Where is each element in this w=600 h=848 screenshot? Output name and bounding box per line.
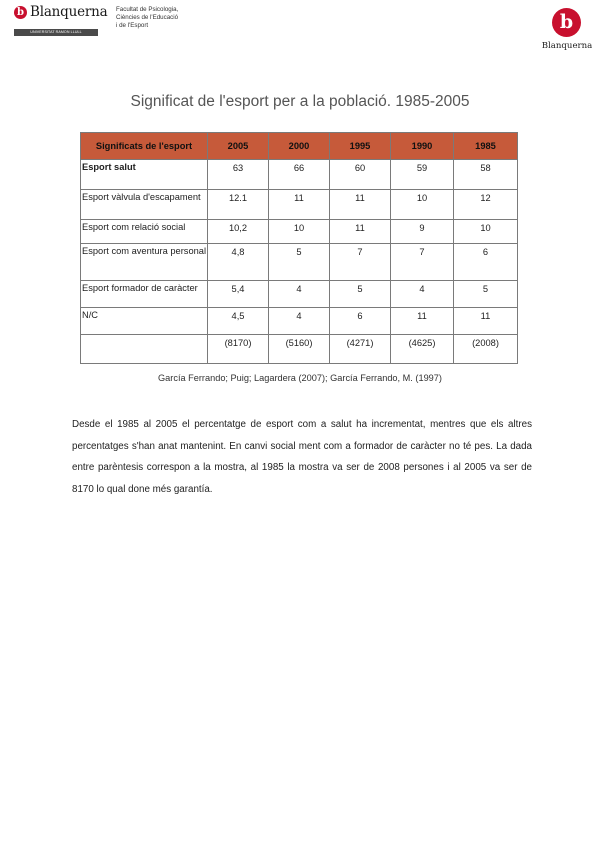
table-cell: 5 <box>330 281 391 308</box>
table-cell: 5 <box>269 244 330 281</box>
table-cell: 60 <box>330 160 391 190</box>
logo-text: Blanquerna <box>30 4 108 20</box>
table-cell: 4,5 <box>208 308 269 335</box>
table-cell: 10 <box>454 220 518 244</box>
table-header-row <box>81 133 518 160</box>
table-cell: 11 <box>454 308 518 335</box>
table-cell: 12.1 <box>208 190 269 220</box>
table-cell: 11 <box>269 190 330 220</box>
table-cell: 10 <box>269 220 330 244</box>
table-cell: 6 <box>330 308 391 335</box>
table-cell: (2008) <box>454 335 518 364</box>
table-cell: 66 <box>269 160 330 190</box>
table-cell: 9 <box>391 220 454 244</box>
row-label: Esport formador de caràcter <box>81 281 208 308</box>
blanquerna-b-icon: b <box>14 6 27 19</box>
table-cell: 4 <box>269 308 330 335</box>
table-row <box>81 244 518 281</box>
column-header: 2005 <box>208 133 269 160</box>
table-cell: 10 <box>391 190 454 220</box>
row-label <box>81 335 208 364</box>
blanquerna-seal <box>538 8 598 56</box>
table-cell: 11 <box>391 308 454 335</box>
row-label: N/C <box>81 308 208 335</box>
column-header: 1995 <box>330 133 391 160</box>
body-paragraph: Desde el 1985 al 2005 el percentatge de esport com a salut ha incrementat, mentres que els altres percentatges s'han anat mantenint. En canvi social ment com a formador de caràcter no té pes. La dada entre parèntesis correspon a la mostra, al 1985 la mostra va ser de 2008 persones i al 2005 va ser de 8170 lo qual done més garantía. <box>72 419 532 495</box>
faculty-line: i de l'Esport <box>116 22 149 29</box>
table-cell: 7 <box>330 244 391 281</box>
table-row <box>81 220 518 244</box>
table-row <box>81 190 518 220</box>
column-header: 2000 <box>269 133 330 160</box>
row-label: Esport com relació social <box>81 220 208 244</box>
source-citation: García Ferrando; Puig; Lagardera (2007); García Ferrando, M. (1997) <box>158 373 442 383</box>
table-row <box>81 308 518 335</box>
table-cell: 63 <box>208 160 269 190</box>
table-cell: (4271) <box>330 335 391 364</box>
table-cell: 11 <box>330 190 391 220</box>
seal-text: Blanquerna <box>541 41 593 51</box>
row-label: Esport com aventura personal <box>81 244 208 281</box>
table-cell: 59 <box>391 160 454 190</box>
table-cell: 12 <box>454 190 518 220</box>
table-cell: 10,2 <box>208 220 269 244</box>
table-cell: 5,4 <box>208 281 269 308</box>
blanquerna-logo <box>14 4 108 36</box>
table-cell: (8170) <box>208 335 269 364</box>
blanquerna-seal-icon: b <box>552 8 581 37</box>
data-table <box>80 132 518 364</box>
column-header: 1985 <box>454 133 518 160</box>
faculty-line: Ciències de l'Educació <box>116 14 179 21</box>
table-row <box>81 281 518 308</box>
table-row <box>81 335 518 364</box>
column-header: Significats de l'esport <box>81 133 208 160</box>
table-row <box>81 160 518 190</box>
table-cell: 11 <box>330 220 391 244</box>
table-cell: 5 <box>454 281 518 308</box>
row-label: Esport vàlvula d'escapament <box>81 190 208 220</box>
table-cell: (4625) <box>391 335 454 364</box>
table-cell: (5160) <box>269 335 330 364</box>
table-cell: 58 <box>454 160 518 190</box>
faculty-line: Facultat de Psicologia, <box>116 6 179 13</box>
table-cell: 4 <box>269 281 330 308</box>
table-cell: 6 <box>454 244 518 281</box>
column-header: 1990 <box>391 133 454 160</box>
table-cell: 4,8 <box>208 244 269 281</box>
logo-subline: UNIVERSITAT RAMON LLULL <box>14 29 98 36</box>
table-cell: 4 <box>391 281 454 308</box>
faculty-name <box>116 6 178 30</box>
page-title: Significat de l'esport per a la població. 1985-2005 <box>130 93 470 110</box>
row-label: Esport salut <box>81 160 208 190</box>
table-cell: 7 <box>391 244 454 281</box>
